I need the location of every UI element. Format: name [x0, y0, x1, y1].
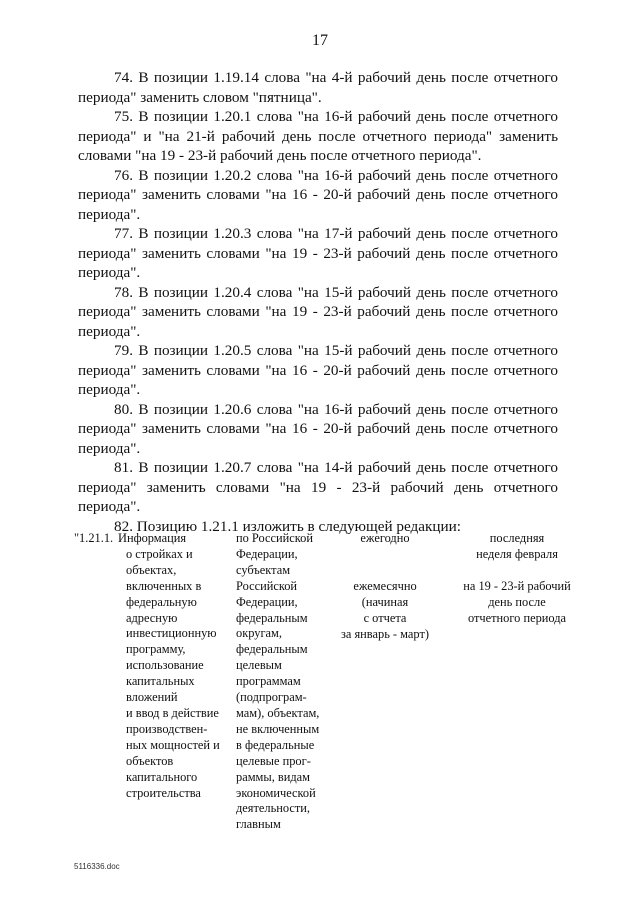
aggregation-level-line: субъектам — [236, 562, 291, 577]
frequency-spacer — [336, 547, 434, 563]
amendment-paragraph: 75. В позиции 1.20.1 слова "на 16-й рабочий день после отчетного периода" и "на 21-й рабочий день после отчетного периода" заменить словами "на 19 - 23-й рабочий день после отчетного периода". — [78, 108, 558, 164]
amendment-paragraph: 82. Позицию 1.21.1 изложить в следующей редакции: — [114, 517, 461, 535]
frequency-spacer — [336, 563, 434, 579]
aggregation-level-line: Федерации, — [236, 546, 298, 561]
aggregation-level-line: по Российской — [236, 531, 313, 545]
term-annual-line: неделя февраля — [476, 546, 558, 561]
frequency-monthly-line: (начиная — [361, 594, 409, 609]
aggregation-level-line: мам), объектам, — [236, 705, 320, 720]
position-name-line: производствен- — [126, 721, 208, 736]
submission-term — [442, 531, 592, 627]
term-monthly-line: на 19 - 23-й рабочий — [463, 578, 571, 593]
position-name-line: включенных в — [126, 578, 202, 593]
page-number: 17 — [312, 32, 328, 49]
aggregation-level-line: Федерации, — [236, 594, 298, 609]
position-name — [118, 531, 224, 801]
aggregation-level-line: программам — [236, 674, 301, 689]
position-name-line: объектах, — [126, 562, 177, 577]
frequency-monthly-line: за январь - март) — [340, 626, 429, 641]
frequency-monthly-line: ежемесячно — [353, 578, 417, 593]
aggregation-level-line: округам, — [236, 626, 282, 641]
aggregation-level-line: федеральным — [236, 610, 308, 625]
term-monthly-line: день после — [488, 594, 546, 609]
aggregation-level-line: экономической — [236, 785, 316, 800]
term-annual-line: последняя — [489, 531, 545, 545]
amendment-paragraph: 80. В позиции 1.20.6 слова "на 16-й рабочий день после отчетного периода" заменить словами "на 16 - 20-й рабочий день после отчетного периода". — [78, 400, 558, 457]
position-code: "1.21.1. — [74, 531, 114, 545]
aggregation-level-line: Российской — [236, 578, 298, 593]
frequency-annual: ежегодно — [360, 531, 410, 545]
aggregation-level-line: не включенным — [236, 721, 320, 736]
aggregation-level-line: целевые прог- — [236, 753, 311, 768]
position-name-line: ных мощностей и — [126, 737, 220, 752]
frequency-monthly-line: с отчета — [363, 610, 407, 625]
position-name-line: инвестиционную — [126, 626, 217, 641]
file-name-footer: 5116336.doc — [74, 862, 120, 871]
amendment-list — [78, 68, 558, 536]
aggregation-level-line: федеральным — [236, 642, 308, 657]
aggregation-level-line: раммы, видам — [236, 769, 311, 784]
amendment-paragraph: 77. В позиции 1.20.3 слова "на 17-й рабочий день после отчетного периода" заменить словами "на 19 - 23-й рабочий день после отчетного периода". — [78, 225, 558, 281]
aggregation-level-line: главным — [236, 817, 281, 832]
position-name-line: строительства — [126, 785, 201, 800]
position-name-line: вложений — [126, 690, 178, 705]
position-name-line: Информация — [118, 531, 187, 545]
position-name-line: капитальных — [126, 674, 195, 689]
amendment-paragraph: 74. В позиции 1.19.14 слова "на 4-й рабочий день после отчетного периода" заменить словом "пятница". — [78, 69, 558, 106]
position-name-line: и ввод в действие — [126, 705, 219, 720]
position-name-line: адресную — [126, 610, 178, 625]
aggregation-level-line: в федеральные — [236, 737, 315, 752]
amendment-paragraph: 76. В позиции 1.20.2 слова "на 16-й рабочий день после отчетного периода" заменить словами "на 16 - 20-й рабочий день после отчетного периода". — [78, 166, 558, 223]
amendment-paragraph: 81. В позиции 1.20.7 слова "на 14-й рабочий день после отчетного периода" заменить словами "на 19 - 23-й рабочий день отчетного периода". — [78, 459, 558, 515]
aggregation-level-line: (подпрограм- — [236, 690, 307, 705]
amendment-paragraph: 79. В позиции 1.20.5 слова "на 15-й рабочий день после отчетного периода" заменить словами "на 16 - 20-й рабочий день после отчетного периода". — [78, 342, 558, 398]
aggregation-level-line: деятельности, — [236, 801, 311, 816]
aggregation-level-line: целевым — [236, 658, 282, 673]
position-name-line: программу, — [126, 642, 186, 657]
position-name-line: использование — [126, 658, 204, 673]
position-name-line: объектов — [126, 753, 174, 768]
position-name-line: федеральную — [126, 594, 197, 609]
amendment-paragraph: 78. В позиции 1.20.4 слова "на 15-й рабочий день после отчетного периода" заменить словами "на 19 - 23-й рабочий день после отчетного периода". — [78, 283, 558, 340]
frequency — [336, 531, 434, 643]
position-name-line: капитального — [126, 769, 198, 784]
term-spacer — [442, 563, 592, 579]
position-name-line: о стройках и — [126, 546, 193, 561]
term-monthly-line: отчетного периода — [467, 610, 567, 625]
aggregation-level — [236, 531, 332, 833]
